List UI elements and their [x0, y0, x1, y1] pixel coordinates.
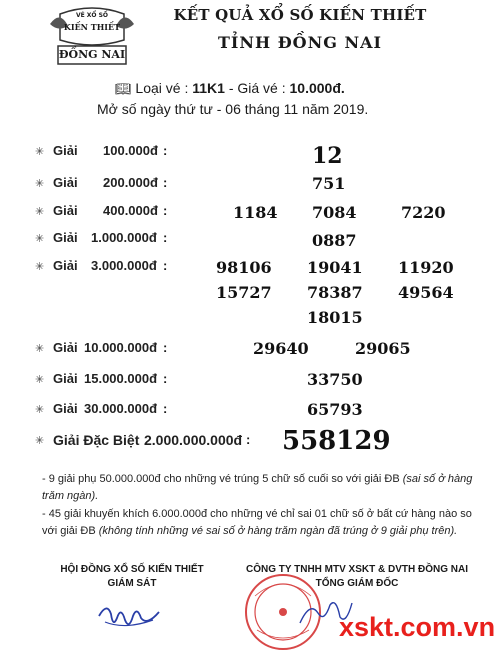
prize-label: Giải: [53, 143, 78, 158]
special-prize-number: 558129: [282, 426, 391, 456]
handwritten-signature-left: [95, 600, 165, 634]
signature-left-block: [42, 563, 222, 591]
price-label: - Giá vé :: [228, 80, 286, 96]
prize-amount: 2.000.000.000đ: [144, 432, 243, 448]
prize-colon: :: [246, 432, 251, 447]
ticket-code: 11K1: [192, 80, 225, 96]
asterisk-icon: ✳: [35, 373, 45, 386]
prize-amount: 10.000.000đ: [84, 340, 158, 355]
prize-number: 19041: [307, 258, 363, 277]
prize-amount: 3.000.000đ: [91, 258, 157, 273]
ticket-label: Loại vé :: [135, 80, 189, 96]
prize-amount: 30.000.000đ: [84, 401, 158, 416]
document-title: KẾT QUẢ XỔ SỐ KIẾN THIẾT: [173, 6, 427, 24]
document-subtitle: TỈNH ĐỒNG NAI: [217, 33, 382, 52]
prize-amount: 15.000.000đ: [84, 371, 158, 386]
prize-number: 11920: [398, 258, 454, 277]
prize-number: 49564: [398, 283, 454, 302]
prize-colon: :: [163, 143, 168, 158]
prize-label: Giải: [53, 203, 78, 218]
note-encouragement: [42, 506, 482, 540]
prize-number: 7220: [401, 203, 446, 222]
prize-amount: 100.000đ: [103, 143, 158, 158]
prize-colon: :: [163, 230, 168, 245]
prize-number: 98106: [216, 258, 272, 277]
prize-colon: :: [163, 401, 168, 416]
prize-label: Giải: [53, 175, 78, 190]
prize-number: 29065: [355, 339, 411, 358]
prize-number: 65793: [307, 400, 363, 419]
signature-left-role: GIÁM SÁT: [107, 578, 157, 589]
prize-colon: :: [163, 258, 168, 273]
prize-label: Giải: [53, 371, 78, 386]
prize-amount: 1.000.000đ: [91, 230, 157, 245]
asterisk-icon: ✳: [35, 260, 45, 273]
prize-label: Giải: [53, 401, 78, 416]
signature-right-role: TỔNG GIÁM ĐỐC: [315, 578, 399, 589]
asterisk-icon: ✳: [35, 342, 45, 355]
prize-number: 15727: [216, 283, 272, 302]
prize-amount: 400.000đ: [103, 203, 158, 218]
prize-number: 1184: [233, 203, 278, 222]
asterisk-icon: ✳: [35, 403, 45, 416]
signature-right-org: CÔNG TY TNHH MTV XSKT & DVTH ĐỒNG NAI: [245, 564, 469, 575]
logo-text-mid: KIẾN THIẾT: [63, 22, 121, 32]
asterisk-icon: ✳: [35, 145, 45, 158]
prize-label: Giải: [53, 258, 78, 273]
signature-left-org: HỘI ĐỒNG XỔ SỐ KIẾN THIẾT: [60, 564, 204, 575]
prize-number: 0887: [312, 231, 357, 250]
prize-label: Giải: [53, 230, 78, 245]
note1-italic: (sai số ở hàng trăm ngàn).: [42, 473, 473, 502]
prize-number: 29640: [253, 339, 309, 358]
logo-text-bottom: ĐỒNG NAI: [58, 48, 126, 61]
prize-number: 7084: [312, 203, 357, 222]
note2-text: - 45 giải khuyến khích 6.000.000đ cho những vé chỉ sai 01 chữ số ở bất cứ hàng nào so với giải ĐB: [42, 508, 472, 537]
watermark: xskt.com.vn: [339, 612, 496, 642]
prize-amount: 200.000đ: [103, 175, 158, 190]
prize-colon: :: [163, 340, 168, 355]
asterisk-icon: ✳: [35, 205, 45, 218]
ticket-info-line: [115, 80, 345, 97]
prize-number: 33750: [307, 370, 363, 389]
price-value: 10.000đ.: [289, 80, 345, 96]
draw-date-line: Mở số ngày thứ tư - 06 tháng 11 năm 2019.: [97, 101, 369, 117]
prize-colon: :: [163, 175, 168, 190]
asterisk-icon: ✳: [35, 434, 45, 447]
prize-colon: :: [163, 371, 168, 386]
logo-text-top: VÉ XỔ SỐ: [75, 12, 109, 19]
prize-label: Giải: [53, 340, 78, 355]
prize-number: 12: [312, 143, 343, 169]
asterisk-icon: ✳: [35, 232, 45, 245]
dong-nai-lottery-logo: [46, 4, 138, 68]
note1-text: - 9 giải phụ 50.000.000đ cho những vé trúng 5 chữ số cuối so với giải ĐB: [42, 473, 400, 485]
note2-italic: (không tính những vé sai số ở hàng trăm ngàn đã trúng ở 9 giải phụ trên).: [98, 525, 458, 537]
prize-number: 18015: [307, 308, 363, 327]
prize-number: 751: [312, 174, 346, 193]
prize-number: 78387: [307, 283, 363, 302]
book-icon: 📖︎: [115, 82, 132, 97]
prize-colon: :: [163, 203, 168, 218]
note-consolation: [42, 471, 482, 505]
asterisk-icon: ✳: [35, 177, 45, 190]
prize-label: Giải Đặc Biệt: [53, 432, 140, 448]
